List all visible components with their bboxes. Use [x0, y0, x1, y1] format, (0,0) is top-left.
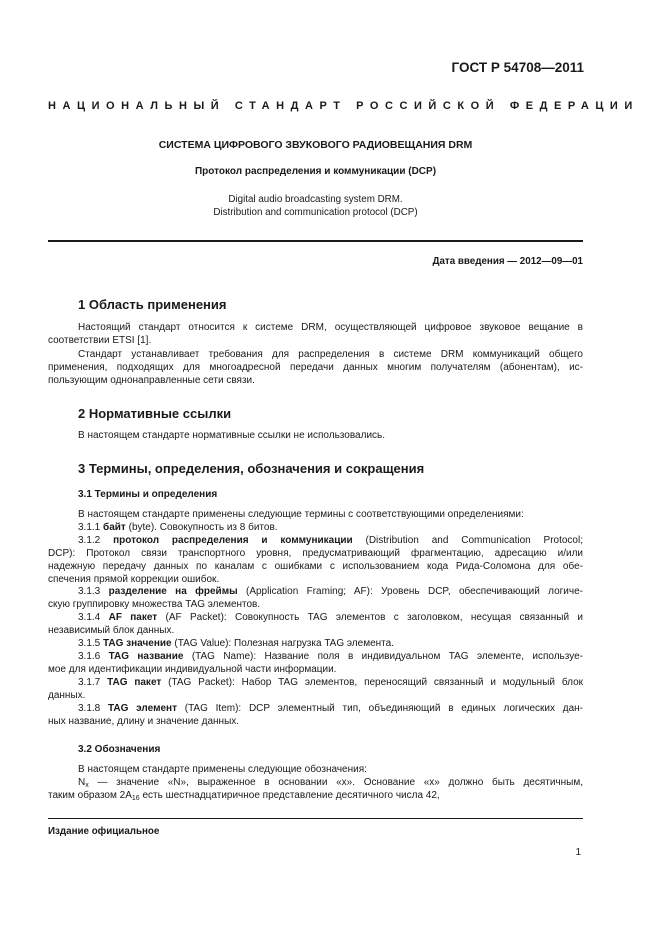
text-line — [48, 790, 583, 803]
term-name: TAG название — [108, 650, 184, 662]
section-3-heading: 3 Термины, определения, обозначения и сокращения — [78, 461, 425, 476]
symbol-n: N — [78, 776, 86, 788]
term-definition: (byte). Совокупность из 8 битов. — [128, 521, 278, 533]
symbol-example-tail: есть шестнадцатиричное представление десятичного числа 42, — [142, 789, 440, 801]
symbol-nx — [48, 777, 583, 790]
term-name: AF пакет — [108, 612, 158, 624]
subsection-3-1-heading: 3.1 Термины и определения — [78, 489, 218, 500]
section-1-paragraph-1 — [48, 322, 583, 348]
gost-code: ГОСТ Р 54708—2011 — [451, 60, 584, 75]
symbol-definition: — значение «N», выраженное в основании «x». Основание «x» должно быть десятичным, — [97, 776, 583, 788]
term-3-1-5 — [48, 638, 583, 651]
term-3-1-2 — [48, 535, 583, 548]
term-number: 3.1.6 — [78, 650, 101, 662]
english-title — [48, 194, 583, 219]
term-3-1-4 — [48, 612, 583, 625]
term-definition: (TAG Name): Название поля в индивидуальном TAG элементе, используе- — [191, 650, 584, 662]
term-definition: (TAG Item): DCP элементный тип, объединяющий в единых логических дан- — [184, 702, 583, 714]
english-title-line-1: Digital audio broadcasting system DRM. — [228, 194, 403, 205]
text-line: соответствии ETSI [1]. — [48, 334, 152, 346]
section-1-heading: 1 Область применения — [78, 297, 227, 312]
footer-divider — [48, 818, 583, 819]
symbols-list — [48, 764, 583, 803]
term-number: 3.1.7 — [78, 676, 101, 688]
term-number: 3.1.2 — [78, 534, 101, 546]
term-name: TAG пакет — [107, 676, 162, 688]
text-line: DCP): Протокол связи транспортного уровня, предусматривающий фрагментацию, адресацию и/или — [48, 547, 583, 559]
symbols-intro: В настоящем стандарте применены следующие обозначения: — [78, 764, 367, 775]
term-definition: (TAG Value): Полезная нагрузка TAG элемента. — [174, 638, 394, 650]
term-name: разделение на фреймы — [108, 586, 238, 598]
text-line: скую группировку множества TAG элементов. — [48, 599, 261, 611]
text-line: пользующим однонаправленные сети связи. — [48, 374, 255, 386]
term-3-1-1 — [48, 522, 583, 535]
text-line: Настоящий стандарт относится к системе DRM, осуществляющей цифровое звуковое вещание в — [78, 322, 583, 333]
term-definition: (AF Packet): Совокупность TAG элементов с заголовком, несущая связанный и — [165, 612, 584, 624]
document-title: СИСТЕМА ЦИФРОВОГО ЗВУКОВОГО РАДИОВЕЩАНИЯ DRM — [158, 139, 473, 151]
text-line: надежную передачу данных по каналам с ошибками с использованием кода Рида-Соломона для обе- — [48, 560, 583, 572]
symbol-x-subscript: x — [85, 781, 89, 789]
section-1-paragraph-2 — [48, 349, 583, 388]
text-line: независимый блок данных. — [48, 625, 175, 637]
national-standard-banner: НАЦИОНАЛЬНЫЙ СТАНДАРТ РОССИЙСКОЙ ФЕДЕРАЦИИ — [48, 100, 639, 112]
term-name: TAG элемент — [108, 702, 177, 714]
term-3-1-3 — [48, 586, 583, 599]
text-line: применения, подходящих для многоадресной передачи данных многим получателям (абонентам), ис- — [48, 361, 583, 373]
symbol-example: таким образом 2A — [48, 789, 132, 801]
term-definition: (Distribution and Communication Protocol; — [365, 534, 583, 546]
section-2-heading: 2 Нормативные ссылки — [78, 406, 232, 421]
term-name: байт — [103, 521, 126, 533]
official-edition-label: Издание официальное — [48, 826, 160, 837]
term-number: 3.1.8 — [78, 702, 101, 714]
document-subtitle: Протокол распределения и коммуникации (DCP) — [194, 166, 437, 177]
terms-intro: В настоящем стандарте применены следующие термины с соответствующими определениями: — [78, 509, 524, 520]
term-number: 3.1.5 — [78, 638, 101, 650]
subsection-3-2-heading: 3.2 Обозначения — [78, 744, 161, 755]
introduction-date: Дата введения — 2012—09—01 — [432, 256, 583, 267]
text-line: мое для идентификации индивидуальной части информации. — [48, 663, 337, 675]
term-number: 3.1.4 — [78, 612, 101, 624]
text-line: ных название, длину и значение данных. — [48, 715, 240, 727]
title-divider — [48, 240, 583, 242]
term-definition: (Application Framing; AF): Уровень DCP, обеспечивающий логиче- — [246, 586, 583, 598]
term-definition: (TAG Packet): Набор TAG элементов, переносящий связанный и модульный блок — [168, 676, 584, 688]
page-number: 1 — [575, 847, 581, 858]
text-line: данных. — [48, 689, 86, 701]
term-name: TAG значение — [103, 638, 172, 650]
text-line: спечения прямой коррекции ошибок. — [48, 573, 220, 585]
english-title-line-2: Distribution and communication protocol (DCP) — [213, 206, 418, 218]
text-line: Стандарт устанавливает требования для распределения в системе DRM коммуникаций общего — [78, 349, 583, 360]
term-3-1-7 — [48, 677, 583, 690]
term-3-1-8 — [48, 703, 583, 716]
text-line: В настоящем стандарте нормативные ссылки не использовались. — [78, 430, 386, 441]
term-name: протокол распределения и коммуникации — [113, 534, 353, 546]
term-number: 3.1.1 — [78, 521, 101, 533]
terms-list — [48, 509, 583, 728]
base-subscript: 16 — [131, 794, 140, 802]
term-3-1-6 — [48, 651, 583, 664]
section-2-paragraph — [48, 430, 583, 443]
term-number: 3.1.3 — [78, 586, 101, 598]
